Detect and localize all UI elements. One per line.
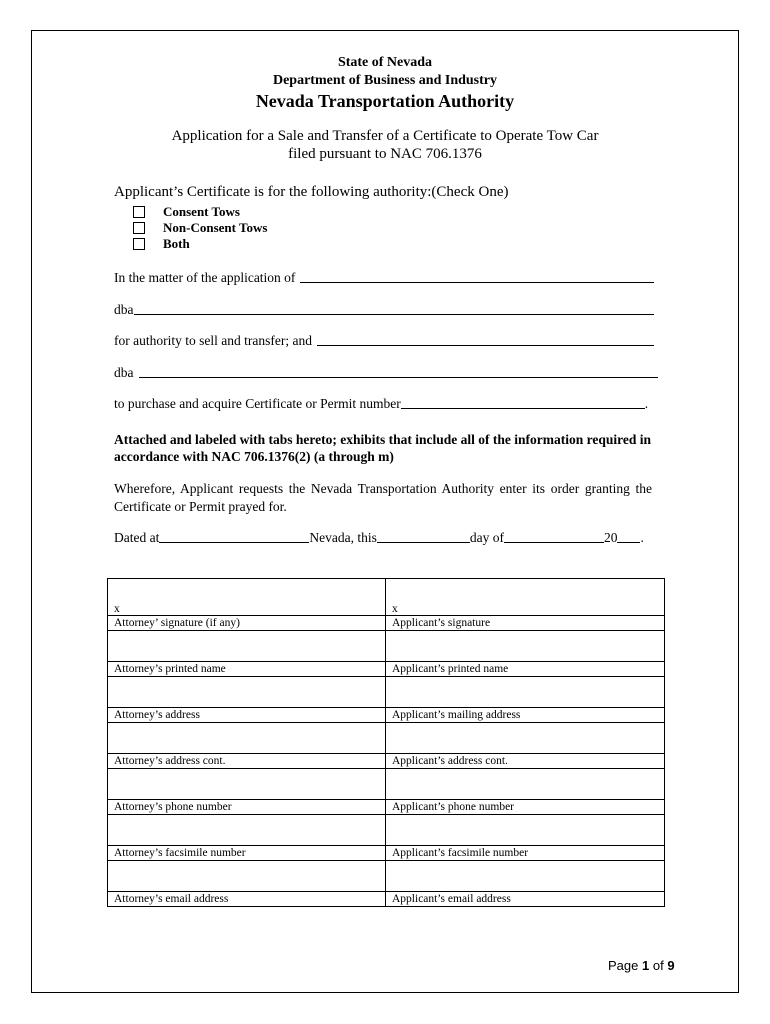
of-word: of (652, 958, 664, 973)
attorney-address-cont-label: Attorney’s address cont. (108, 754, 386, 769)
dba2-row (114, 365, 658, 381)
page-number (608, 958, 675, 973)
signature-table (107, 578, 665, 907)
purchase-label: to purchase and acquire Certificate or Permit number (114, 396, 401, 411)
nevada-this-label: Nevada, this (309, 530, 377, 545)
option-both[interactable] (133, 236, 190, 252)
applicant-mailing-address-label: Applicant’s mailing address (386, 708, 665, 723)
attorney-facsimile-label: Attorney’s facsimile number (108, 846, 386, 861)
total-pages: 9 (667, 958, 675, 973)
dba1-label: dba (114, 302, 134, 317)
sell-row (114, 333, 654, 349)
dba2-label: dba (114, 365, 134, 380)
option-non-consent-tows[interactable] (133, 220, 267, 236)
attorney-x-mark: x (114, 603, 120, 615)
attorney-printed-name-field[interactable] (108, 631, 386, 662)
authority-question: Applicant’s Certificate is for the following authority:(Check One) (114, 184, 509, 200)
applicant-signature-field[interactable] (386, 579, 665, 616)
attorney-phone-field[interactable] (108, 769, 386, 800)
non-consent-tows-checkbox[interactable] (133, 222, 145, 234)
applicant-signature-label: Applicant’s signature (386, 616, 665, 631)
seller-line[interactable] (317, 344, 654, 346)
dated-period: . (640, 530, 644, 545)
applicant-facsimile-field[interactable] (386, 815, 665, 846)
page-word: Page (608, 958, 639, 973)
dated-at-label: Dated at (114, 530, 160, 545)
day-of-label: day of (469, 530, 504, 545)
attorney-address-field[interactable] (108, 677, 386, 708)
matter-row (114, 270, 654, 286)
attorney-email-field[interactable] (108, 861, 386, 892)
dated-day-line[interactable] (377, 541, 470, 543)
consent-tows-label: Consent Tows (163, 204, 240, 219)
attorney-address-label: Attorney’s address (108, 708, 386, 723)
year-prefix: 20 (603, 530, 618, 545)
applicant-mailing-address-field[interactable] (386, 677, 665, 708)
sell-label: for authority to sell and transfer; and (114, 333, 312, 348)
option-consent-tows[interactable] (133, 204, 240, 220)
current-page: 1 (642, 958, 650, 973)
applicant-phone-label: Applicant’s phone number (386, 800, 665, 815)
dba1-row (114, 302, 654, 318)
dated-month-line[interactable] (504, 541, 604, 543)
non-consent-tows-label: Non-Consent Tows (163, 220, 268, 235)
wherefore-statement: Wherefore, Applicant requests the Nevada Transportation Authority enter its order granting the Certificate or Permit prayed for. (114, 481, 652, 514)
attorney-printed-name-label: Attorney’s printed name (108, 662, 386, 677)
attorney-signature-label: Attorney’ signature (if any) (108, 616, 386, 631)
applicant-printed-name-field[interactable] (386, 631, 665, 662)
applicant-email-label: Applicant’s email address (386, 892, 665, 907)
header-department: Department of Business and Industry (272, 73, 498, 88)
matter-label: In the matter of the application of (114, 270, 296, 285)
attached-statement: Attached and labeled with tabs hereto; exhibits that include all of the information required in accordance with NAC 706.1376(2) (a through m) (114, 432, 652, 464)
applicant-email-field[interactable] (386, 861, 665, 892)
header-authority: Nevada Transportation Authority (255, 91, 515, 111)
attorney-address-cont-field[interactable] (108, 723, 386, 754)
applicant-phone-field[interactable] (386, 769, 665, 800)
attorney-email-label: Attorney’s email address (108, 892, 386, 907)
dba1-line[interactable] (134, 313, 654, 315)
certificate-number-line[interactable] (401, 407, 645, 409)
applicant-address-cont-label: Applicant’s address cont. (386, 754, 665, 769)
form-title: Application for a Sale and Transfer of a Certificate to Operate Tow Car (171, 128, 599, 144)
consent-tows-checkbox[interactable] (133, 206, 145, 218)
dated-location-line[interactable] (159, 541, 309, 543)
applicant-x-mark: x (392, 603, 398, 615)
attorney-facsimile-field[interactable] (108, 815, 386, 846)
purchase-row (114, 396, 648, 412)
applicant-printed-name-label: Applicant’s printed name (386, 662, 665, 677)
purchase-period: . (644, 396, 649, 411)
attorney-phone-label: Attorney’s phone number (108, 800, 386, 815)
both-label: Both (163, 236, 190, 251)
both-checkbox[interactable] (133, 238, 145, 250)
applicant-facsimile-label: Applicant’s facsimile number (386, 846, 665, 861)
applicant-address-cont-field[interactable] (386, 723, 665, 754)
applicant-name-line[interactable] (300, 281, 654, 283)
attorney-signature-field[interactable] (108, 579, 386, 616)
dba2-line[interactable] (139, 376, 658, 378)
dated-row (114, 530, 644, 546)
dated-year-line[interactable] (617, 541, 640, 543)
header-state: State of Nevada (337, 55, 433, 70)
form-subtitle: filed pursuant to NAC 706.1376 (288, 146, 482, 162)
